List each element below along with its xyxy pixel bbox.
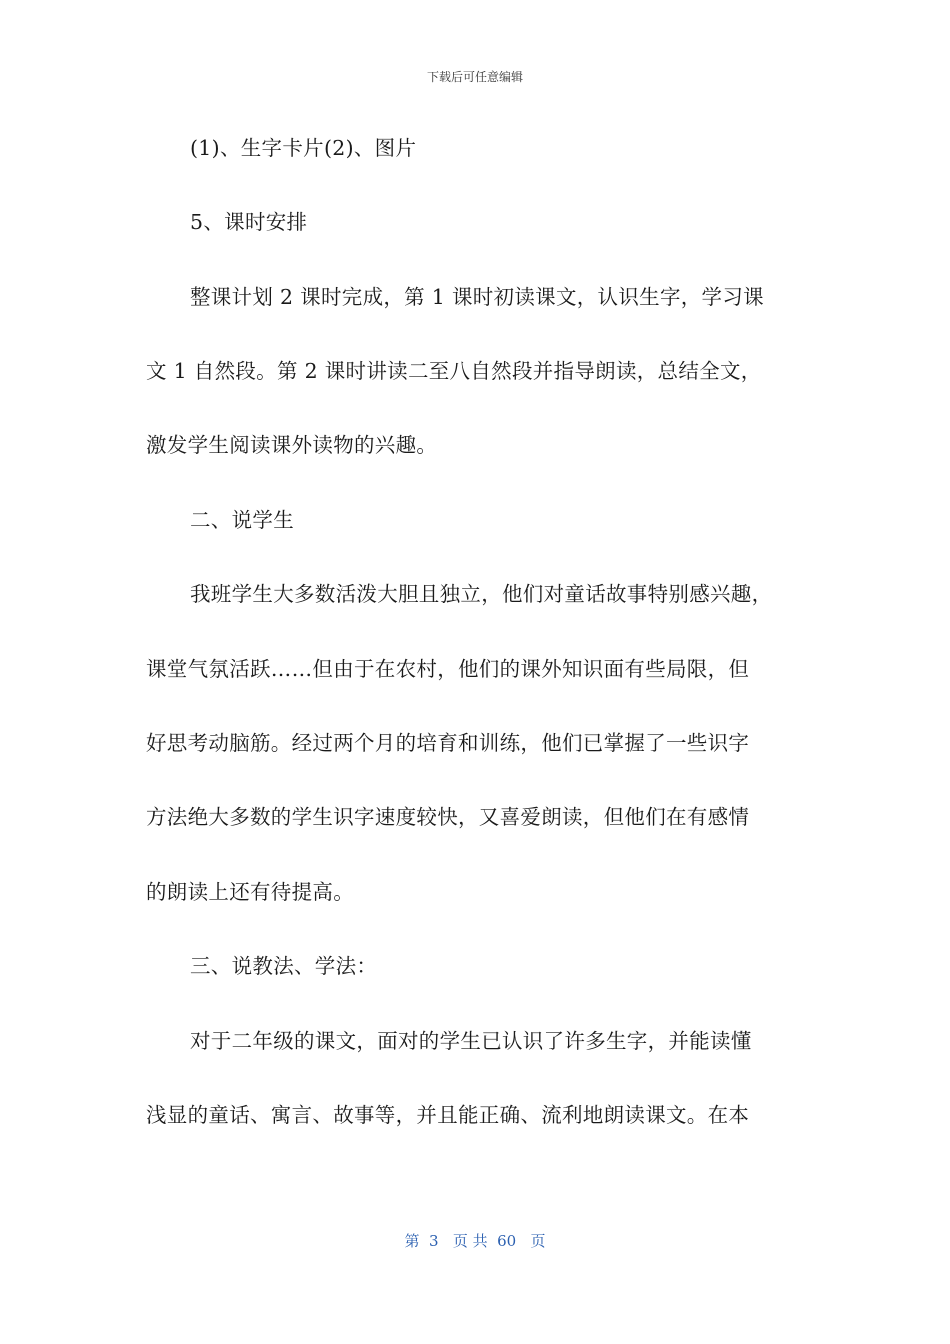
paragraph-line: 课堂气氛活跃……但由于在农村，他们的课外知识面有些局限，但 [146,657,750,681]
paragraph-line: 方法绝大多数的学生识字速度较快，又喜爱朗读，但他们在有感情 [146,805,750,829]
paragraph-line: 文 1 自然段。第 2 课时讲读二至八自然段并指导朗读，总结全文， [146,359,762,383]
paragraph-line: 我班学生大多数活泼大胆且独立，他们对童话故事特别感兴趣， [190,582,773,606]
paragraph-line: 好思考动脑筋。经过两个月的培育和训练，他们已掌握了一些识字 [146,731,750,755]
page-footer: 第 3 页 共 60 页 [404,1232,546,1250]
paragraph-line: 整课计划 2 课时完成，第 1 课时初读课文，认识生字，学习课 [190,285,764,309]
paragraph-line: 激发学生阅读课外读物的兴趣。 [146,433,438,457]
paragraph-line: 浅显的童话、寓言、故事等，并且能正确、流利地朗读课文。在本 [146,1103,750,1127]
section-heading: 二、说学生 [190,508,294,532]
section-heading: 5、课时安排 [190,210,308,234]
page-header: 下载后可任意编辑 [426,70,523,84]
section-heading: 三、说教法、学法： [190,954,378,978]
paragraph-line: 对于二年级的课文，面对的学生已认识了许多生字，并能读懂 [190,1029,752,1053]
paragraph-line: (1)、生字卡片(2)、图片 [190,136,417,160]
paragraph-line: 的朗读上还有待提高。 [146,880,354,904]
